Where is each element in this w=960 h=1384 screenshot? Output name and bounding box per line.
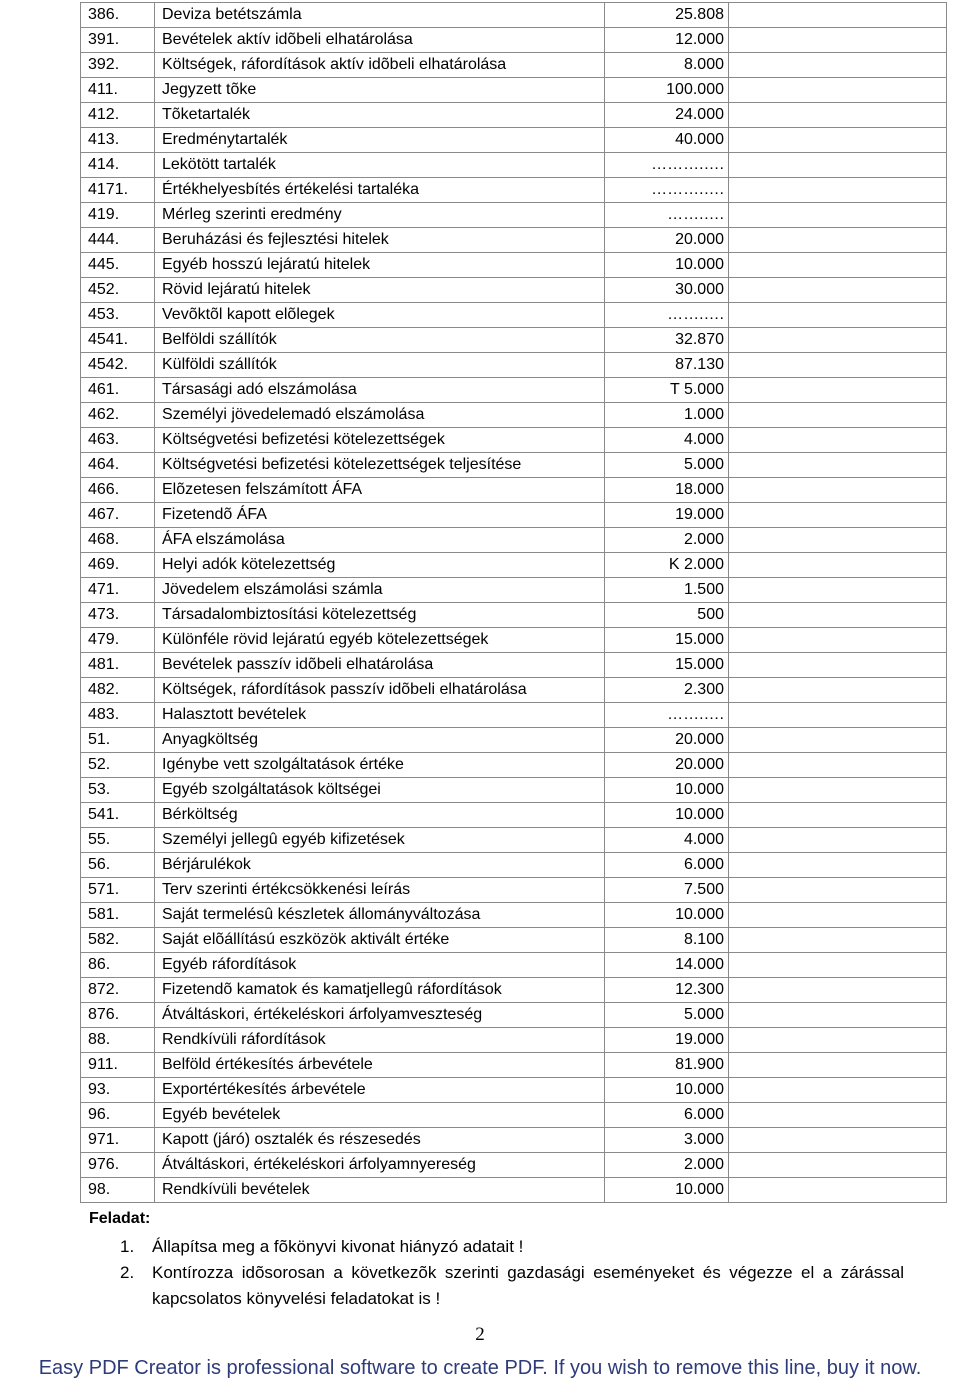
account-code-cell: 464.: [81, 453, 155, 478]
amount-cell: 15.000: [605, 653, 729, 678]
table-row: [81, 1103, 947, 1128]
empty-cell: [729, 803, 947, 828]
account-code-cell: 391.: [81, 28, 155, 53]
empty-cell: [729, 328, 947, 353]
account-code-cell: 911.: [81, 1053, 155, 1078]
account-code-cell: 571.: [81, 878, 155, 903]
account-name-cell: Bevételek passzív idõbeli elhatárolása: [155, 653, 605, 678]
account-code-cell: 93.: [81, 1078, 155, 1103]
table-row: [81, 453, 947, 478]
account-code-cell: 876.: [81, 1003, 155, 1028]
account-code-cell: 463.: [81, 428, 155, 453]
amount-cell: …….….: [605, 203, 729, 228]
amount-cell: 500: [605, 603, 729, 628]
table-row: [81, 28, 947, 53]
account-code-cell: 98.: [81, 1178, 155, 1203]
amount-cell: 12.300: [605, 978, 729, 1003]
account-name-cell: Saját elõállítású eszközök aktivált értéke: [155, 928, 605, 953]
amount-cell: 18.000: [605, 478, 729, 503]
table-row: [81, 653, 947, 678]
account-code-cell: 483.: [81, 703, 155, 728]
empty-cell: [729, 453, 947, 478]
amount-cell: ……….….: [605, 153, 729, 178]
table-row: [81, 1153, 947, 1178]
task-text: Állapítsa meg a fõkönyvi kivonat hiányzó adatait !: [152, 1237, 524, 1256]
empty-cell: [729, 1028, 947, 1053]
account-code-cell: 96.: [81, 1103, 155, 1128]
empty-cell: [729, 653, 947, 678]
table-row: [81, 603, 947, 628]
account-name-cell: Egyéb bevételek: [155, 1103, 605, 1128]
empty-cell: [729, 1153, 947, 1178]
table-row: [81, 228, 947, 253]
amount-cell: 87.130: [605, 353, 729, 378]
amount-cell: K 2.000: [605, 553, 729, 578]
amount-cell: 3.000: [605, 1128, 729, 1153]
account-code-cell: 55.: [81, 828, 155, 853]
account-code-cell: 411.: [81, 78, 155, 103]
table-row: [81, 1178, 947, 1203]
account-code-cell: 541.: [81, 803, 155, 828]
empty-cell: [729, 1128, 947, 1153]
account-name-cell: Kapott (járó) osztalék és részesedés: [155, 1128, 605, 1153]
table-row: [81, 578, 947, 603]
table-row: [81, 128, 947, 153]
empty-cell: [729, 678, 947, 703]
account-code-cell: 971.: [81, 1128, 155, 1153]
amount-cell: 5.000: [605, 453, 729, 478]
task-text: Kontírozza idõsorosan a következõk szerinti gazdasági eseményeket és végezze el a zárással kapcsolatos könyvelési feladatokat is !: [152, 1263, 904, 1308]
account-code-cell: 86.: [81, 953, 155, 978]
footer-watermark-text: Easy PDF Creator is professional software to create PDF. If you wish to remove this line, buy it now.: [38, 1357, 922, 1379]
amount-cell: 40.000: [605, 128, 729, 153]
account-code-cell: 479.: [81, 628, 155, 653]
table-row: [81, 503, 947, 528]
empty-cell: [729, 703, 947, 728]
amount-cell: 24.000: [605, 103, 729, 128]
account-name-cell: Személyi jövedelemadó elszámolása: [155, 403, 605, 428]
account-name-cell: Bérjárulékok: [155, 853, 605, 878]
empty-cell: [729, 903, 947, 928]
table-row: [81, 878, 947, 903]
amount-cell: 15.000: [605, 628, 729, 653]
amount-cell: 6.000: [605, 853, 729, 878]
table-row: [81, 1128, 947, 1153]
account-name-cell: Különféle rövid lejáratú egyéb kötelezettségek: [155, 628, 605, 653]
empty-cell: [729, 878, 947, 903]
account-name-cell: Költségek, ráfordítások aktív idõbeli elhatárolása: [155, 53, 605, 78]
empty-cell: [729, 1078, 947, 1103]
table-row: [81, 953, 947, 978]
table-row: [81, 1028, 947, 1053]
task-number: 1.: [120, 1237, 135, 1256]
table-row: [81, 528, 947, 553]
amount-cell: 14.000: [605, 953, 729, 978]
account-name-cell: Rövid lejáratú hitelek: [155, 278, 605, 303]
table-row: [81, 553, 947, 578]
account-code-cell: 466.: [81, 478, 155, 503]
task-number: 2.: [120, 1263, 135, 1282]
amount-cell: 10.000: [605, 1078, 729, 1103]
empty-cell: [729, 303, 947, 328]
empty-cell: [729, 528, 947, 553]
amount-cell: ……….….: [605, 178, 729, 203]
account-code-cell: 88.: [81, 1028, 155, 1053]
account-code-cell: 412.: [81, 103, 155, 128]
account-name-cell: Költségvetési befizetési kötelezettségek: [155, 428, 605, 453]
account-code-cell: 872.: [81, 978, 155, 1003]
amount-cell: 2.000: [605, 1153, 729, 1178]
account-name-cell: Egyéb ráfordítások: [155, 953, 605, 978]
table-row: [81, 828, 947, 853]
ledger-table: [80, 2, 947, 1203]
empty-cell: [729, 1053, 947, 1078]
empty-cell: [729, 428, 947, 453]
table-row: [81, 803, 947, 828]
empty-cell: [729, 53, 947, 78]
amount-cell: 1.500: [605, 578, 729, 603]
account-code-cell: 444.: [81, 228, 155, 253]
table-row: [81, 303, 947, 328]
amount-cell: 10.000: [605, 253, 729, 278]
account-name-cell: Költségek, ráfordítások passzív idõbeli elhatárolása: [155, 678, 605, 703]
ledger-body: [81, 3, 947, 1203]
amount-cell: …….….: [605, 303, 729, 328]
amount-cell: 6.000: [605, 1103, 729, 1128]
task-heading: Feladat:: [89, 1210, 151, 1227]
empty-cell: [729, 928, 947, 953]
empty-cell: [729, 228, 947, 253]
amount-cell: 20.000: [605, 753, 729, 778]
account-name-cell: Deviza betétszámla: [155, 3, 605, 28]
amount-cell: 7.500: [605, 878, 729, 903]
empty-cell: [729, 253, 947, 278]
amount-cell: 8.000: [605, 53, 729, 78]
account-name-cell: Exportértékesítés árbevétele: [155, 1078, 605, 1103]
account-name-cell: Egyéb hosszú lejáratú hitelek: [155, 253, 605, 278]
account-name-cell: Tõketartalék: [155, 103, 605, 128]
account-code-cell: 53.: [81, 778, 155, 803]
empty-cell: [729, 828, 947, 853]
account-code-cell: 4541.: [81, 328, 155, 353]
account-name-cell: Bevételek aktív idõbeli elhatárolása: [155, 28, 605, 53]
account-code-cell: 462.: [81, 403, 155, 428]
amount-cell: 4.000: [605, 428, 729, 453]
account-name-cell: Fizetendõ ÁFA: [155, 503, 605, 528]
account-code-cell: 461.: [81, 378, 155, 403]
account-code-cell: 413.: [81, 128, 155, 153]
empty-cell: [729, 1003, 947, 1028]
account-code-cell: 482.: [81, 678, 155, 703]
account-code-cell: 469.: [81, 553, 155, 578]
account-name-cell: Belföldi szállítók: [155, 328, 605, 353]
account-name-cell: Költségvetési befizetési kötelezettségek teljesítése: [155, 453, 605, 478]
amount-cell: 8.100: [605, 928, 729, 953]
account-name-cell: Terv szerinti értékcsökkenési leírás: [155, 878, 605, 903]
empty-cell: [729, 103, 947, 128]
account-code-cell: 467.: [81, 503, 155, 528]
table-row: [81, 428, 947, 453]
account-name-cell: Anyagköltség: [155, 728, 605, 753]
table-row: [81, 3, 947, 28]
amount-cell: 5.000: [605, 1003, 729, 1028]
account-code-cell: 414.: [81, 153, 155, 178]
account-name-cell: Saját termelésû készletek állományváltozása: [155, 903, 605, 928]
table-row: [81, 178, 947, 203]
account-name-cell: Egyéb szolgáltatások költségei: [155, 778, 605, 803]
account-code-cell: 471.: [81, 578, 155, 603]
amount-cell: 10.000: [605, 903, 729, 928]
amount-cell: T 5.000: [605, 378, 729, 403]
empty-cell: [729, 478, 947, 503]
account-name-cell: Társadalombiztosítási kötelezettség: [155, 603, 605, 628]
table-row: [81, 1078, 947, 1103]
account-name-cell: Társasági adó elszámolása: [155, 378, 605, 403]
table-row: [81, 1053, 947, 1078]
account-name-cell: Elõzetesen felszámított ÁFA: [155, 478, 605, 503]
amount-cell: 81.900: [605, 1053, 729, 1078]
account-code-cell: 419.: [81, 203, 155, 228]
amount-cell: 1.000: [605, 403, 729, 428]
table-row: [81, 278, 947, 303]
empty-cell: [729, 1178, 947, 1203]
account-code-cell: 452.: [81, 278, 155, 303]
empty-cell: [729, 353, 947, 378]
account-code-cell: 582.: [81, 928, 155, 953]
empty-cell: [729, 753, 947, 778]
table-row: [81, 253, 947, 278]
account-name-cell: ÁFA elszámolása: [155, 528, 605, 553]
amount-cell: 20.000: [605, 728, 729, 753]
account-name-cell: Külföldi szállítók: [155, 353, 605, 378]
empty-cell: [729, 728, 947, 753]
empty-cell: [729, 978, 947, 1003]
account-code-cell: 392.: [81, 53, 155, 78]
empty-cell: [729, 503, 947, 528]
account-name-cell: Személyi jellegû egyéb kifizetések: [155, 828, 605, 853]
account-name-cell: Átváltáskori, értékeléskori árfolyamnyereség: [155, 1153, 605, 1178]
account-name-cell: Jövedelem elszámolási számla: [155, 578, 605, 603]
account-name-cell: Rendkívüli bevételek: [155, 1178, 605, 1203]
account-name-cell: Mérleg szerinti eredmény: [155, 203, 605, 228]
amount-cell: 19.000: [605, 1028, 729, 1053]
amount-cell: 32.870: [605, 328, 729, 353]
empty-cell: [729, 403, 947, 428]
account-name-cell: Rendkívüli ráfordítások: [155, 1028, 605, 1053]
account-code-cell: 473.: [81, 603, 155, 628]
table-row: [81, 478, 947, 503]
empty-cell: [729, 853, 947, 878]
table-row: [81, 78, 947, 103]
table-row: [81, 928, 947, 953]
amount-cell: 4.000: [605, 828, 729, 853]
empty-cell: [729, 153, 947, 178]
empty-cell: [729, 3, 947, 28]
account-code-cell: 453.: [81, 303, 155, 328]
page-number: 2: [475, 1324, 485, 1345]
amount-cell: 10.000: [605, 778, 729, 803]
empty-cell: [729, 278, 947, 303]
amount-cell: 20.000: [605, 228, 729, 253]
table-row: [81, 778, 947, 803]
table-row: [81, 328, 947, 353]
empty-cell: [729, 28, 947, 53]
account-code-cell: 386.: [81, 3, 155, 28]
account-name-cell: Helyi adók kötelezettség: [155, 553, 605, 578]
empty-cell: [729, 603, 947, 628]
account-code-cell: 468.: [81, 528, 155, 553]
account-code-cell: 4542.: [81, 353, 155, 378]
account-name-cell: Lekötött tartalék: [155, 153, 605, 178]
table-row: [81, 678, 947, 703]
table-row: [81, 403, 947, 428]
amount-cell: 10.000: [605, 1178, 729, 1203]
account-name-cell: Átváltáskori, értékeléskori árfolyamveszteség: [155, 1003, 605, 1028]
account-code-cell: 52.: [81, 753, 155, 778]
table-row: [81, 753, 947, 778]
empty-cell: [729, 1103, 947, 1128]
account-code-cell: 56.: [81, 853, 155, 878]
account-name-cell: Értékhelyesbítés értékelési tartaléka: [155, 178, 605, 203]
account-code-cell: 51.: [81, 728, 155, 753]
account-name-cell: Eredménytartalék: [155, 128, 605, 153]
table-row: [81, 703, 947, 728]
empty-cell: [729, 628, 947, 653]
account-code-cell: 581.: [81, 903, 155, 928]
account-name-cell: Belföld értékesítés árbevétele: [155, 1053, 605, 1078]
table-row: [81, 353, 947, 378]
empty-cell: [729, 178, 947, 203]
empty-cell: [729, 553, 947, 578]
account-code-cell: 445.: [81, 253, 155, 278]
account-name-cell: Igénybe vett szolgáltatások értéke: [155, 753, 605, 778]
account-code-cell: 481.: [81, 653, 155, 678]
table-row: [81, 53, 947, 78]
table-row: [81, 728, 947, 753]
account-name-cell: Jegyzett tõke: [155, 78, 605, 103]
account-name-cell: Beruházási és fejlesztési hitelek: [155, 228, 605, 253]
amount-cell: …….….: [605, 703, 729, 728]
account-name-cell: Bérköltség: [155, 803, 605, 828]
table-row: [81, 903, 947, 928]
table-row: [81, 1003, 947, 1028]
table-row: [81, 103, 947, 128]
table-row: [81, 853, 947, 878]
empty-cell: [729, 378, 947, 403]
amount-cell: 12.000: [605, 28, 729, 53]
account-name-cell: Vevõktõl kapott elõlegek: [155, 303, 605, 328]
amount-cell: 100.000: [605, 78, 729, 103]
account-name-cell: Fizetendõ kamatok és kamatjellegû ráfordítások: [155, 978, 605, 1003]
account-code-cell: 976.: [81, 1153, 155, 1178]
empty-cell: [729, 778, 947, 803]
empty-cell: [729, 578, 947, 603]
table-row: [81, 153, 947, 178]
table-row: [81, 978, 947, 1003]
empty-cell: [729, 128, 947, 153]
table-row: [81, 378, 947, 403]
amount-cell: 30.000: [605, 278, 729, 303]
amount-cell: 10.000: [605, 803, 729, 828]
amount-cell: 25.808: [605, 3, 729, 28]
empty-cell: [729, 953, 947, 978]
amount-cell: 2.000: [605, 528, 729, 553]
account-name-cell: Halasztott bevételek: [155, 703, 605, 728]
table-row: [81, 628, 947, 653]
amount-cell: 19.000: [605, 503, 729, 528]
amount-cell: 2.300: [605, 678, 729, 703]
account-code-cell: 4171.: [81, 178, 155, 203]
table-row: [81, 203, 947, 228]
empty-cell: [729, 78, 947, 103]
empty-cell: [729, 203, 947, 228]
